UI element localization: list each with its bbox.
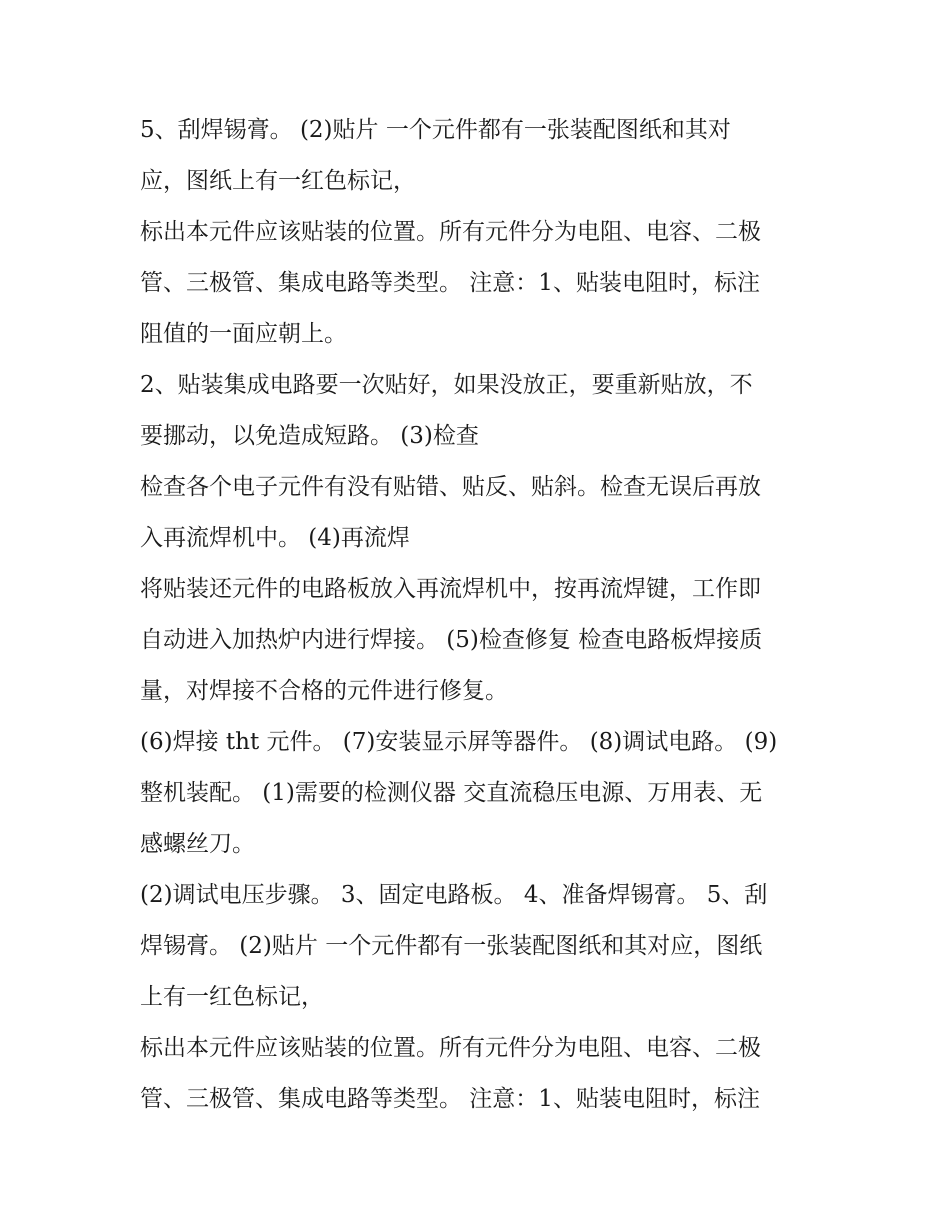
text-line: 上有一红色标记， (140, 984, 324, 1010)
text-line: 检查各个电子元件有没有贴错、贴反、贴斜。检查无误后再放 (140, 474, 761, 500)
text-line: 标出本元件应该贴装的位置。所有元件分为电阻、电容、二极 (140, 1035, 761, 1061)
text-line: 自动进入加热炉内进行焊接。 (5)检查修复 检查电路板焊接质 (140, 627, 763, 653)
text-line: 管、三极管、集成电路等类型。 注意：1、贴装电阻时，标注 (140, 1086, 760, 1112)
text-line: 2、贴装集成电路要一次贴好，如果没放正，要重新贴放，不 (140, 372, 753, 398)
text-line: 整机装配。 (1)需要的检测仪器 交直流稳压电源、万用表、无 (140, 780, 763, 806)
text-line: 5、刮焊锡膏。 (2)贴片 一个元件都有一张装配图纸和其对 (140, 117, 731, 143)
text-line: 感螺丝刀。 (140, 831, 255, 857)
text-line: 要挪动，以免造成短路。 (3)检查 (140, 423, 479, 449)
text-line: 管、三极管、集成电路等类型。 注意：1、贴装电阻时，标注 (140, 270, 760, 296)
text-line: 阻值的一面应朝上。 (140, 321, 347, 347)
text-line: 焊锡膏。 (2)贴片 一个元件都有一张装配图纸和其对应，图纸 (140, 933, 763, 959)
text-line: 入再流焊机中。 (4)再流焊 (140, 525, 410, 551)
body-text (140, 110, 820, 1130)
text-line: 标出本元件应该贴装的位置。所有元件分为电阻、电容、二极 (140, 219, 761, 245)
text-line: (2)调试电压步骤。 3、固定电路板。 4、准备焊锡膏。 5、刮 (140, 882, 768, 908)
text-line: 应，图纸上有一红色标记， (140, 168, 416, 194)
text-line: 将贴装还元件的电路板放入再流焊机中，按再流焊键，工作即 (140, 576, 761, 602)
text-line: 量，对焊接不合格的元件进行修复。 (140, 678, 508, 704)
text-line: (6)焊接 tht 元件。 (7)安装显示屏等器件。 (8)调试电路。 (9) (140, 729, 778, 755)
